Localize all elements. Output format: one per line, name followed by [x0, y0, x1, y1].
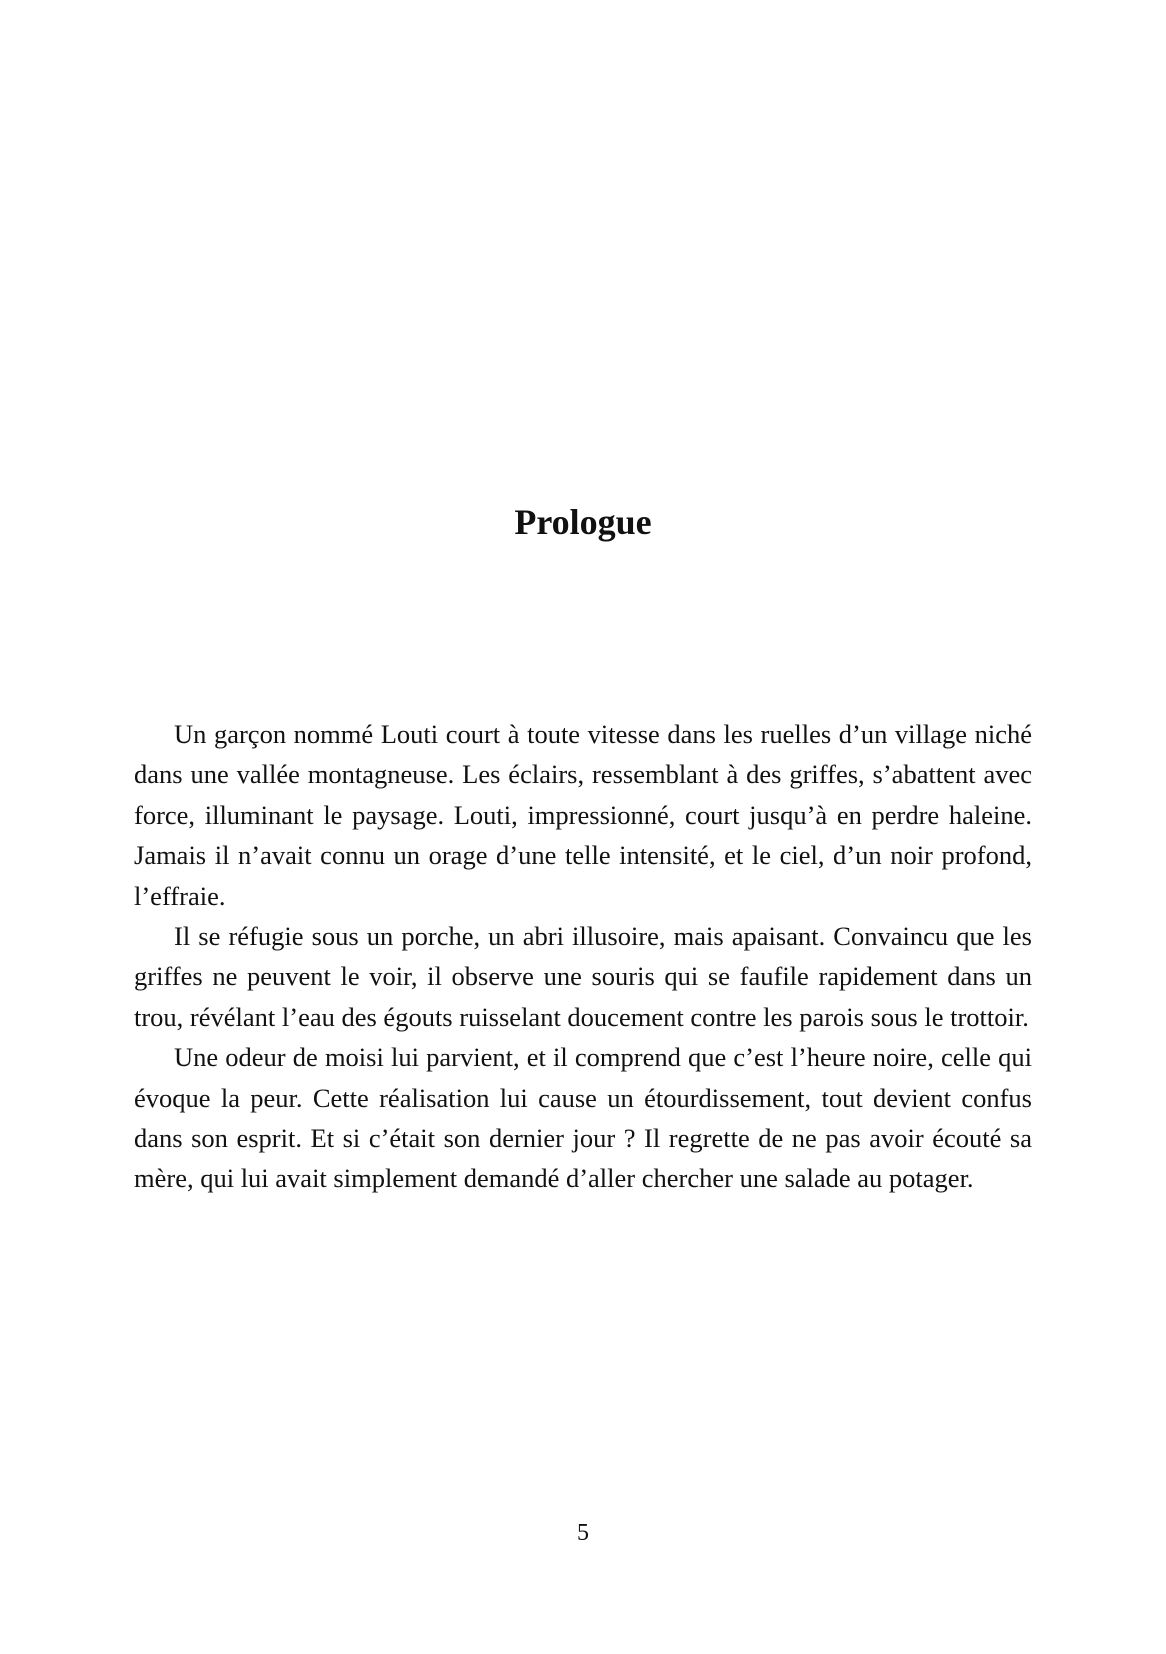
paragraph-3: Une odeur de moisi lui parvient, et il comprend que c’est l’heure noire, celle qui évoque la peur. Cette réalisation lui cause un étourdissement, tout devient confus dans son esprit. Et si c’était son dernier jour ? Il regrette de ne pas avoir écouté sa mère, qui lui avait simplement demandé d’aller chercher une salade au potager. [134, 1042, 1032, 1194]
paragraph-1: Un garçon nommé Louti court à toute vitesse dans les ruelles d’un village niché dans une vallée montagneuse. Les éclairs, ressemblant à des griffes, s’abattent avec force, illuminant le paysage. Louti, impressionné, court jusqu’à en perdre haleine. Jamais il n’avait connu un orage d’une telle intensité, et le ciel, d’un noir profond, l’effraie. [134, 719, 1032, 911]
chapter-title: Prologue [514, 502, 652, 542]
page-number: 5 [577, 1520, 589, 1546]
prologue-body [134, 714, 1032, 1199]
paragraph-2: Il se réfugie sous un porche, un abri illusoire, mais apaisant. Convaincu que les griffes ne peuvent le voir, il observe une souris qui se faufile rapidement dans un trou, révélant l’eau des égouts ruisselant doucement contre les parois sous le trottoir. [134, 921, 1032, 1032]
